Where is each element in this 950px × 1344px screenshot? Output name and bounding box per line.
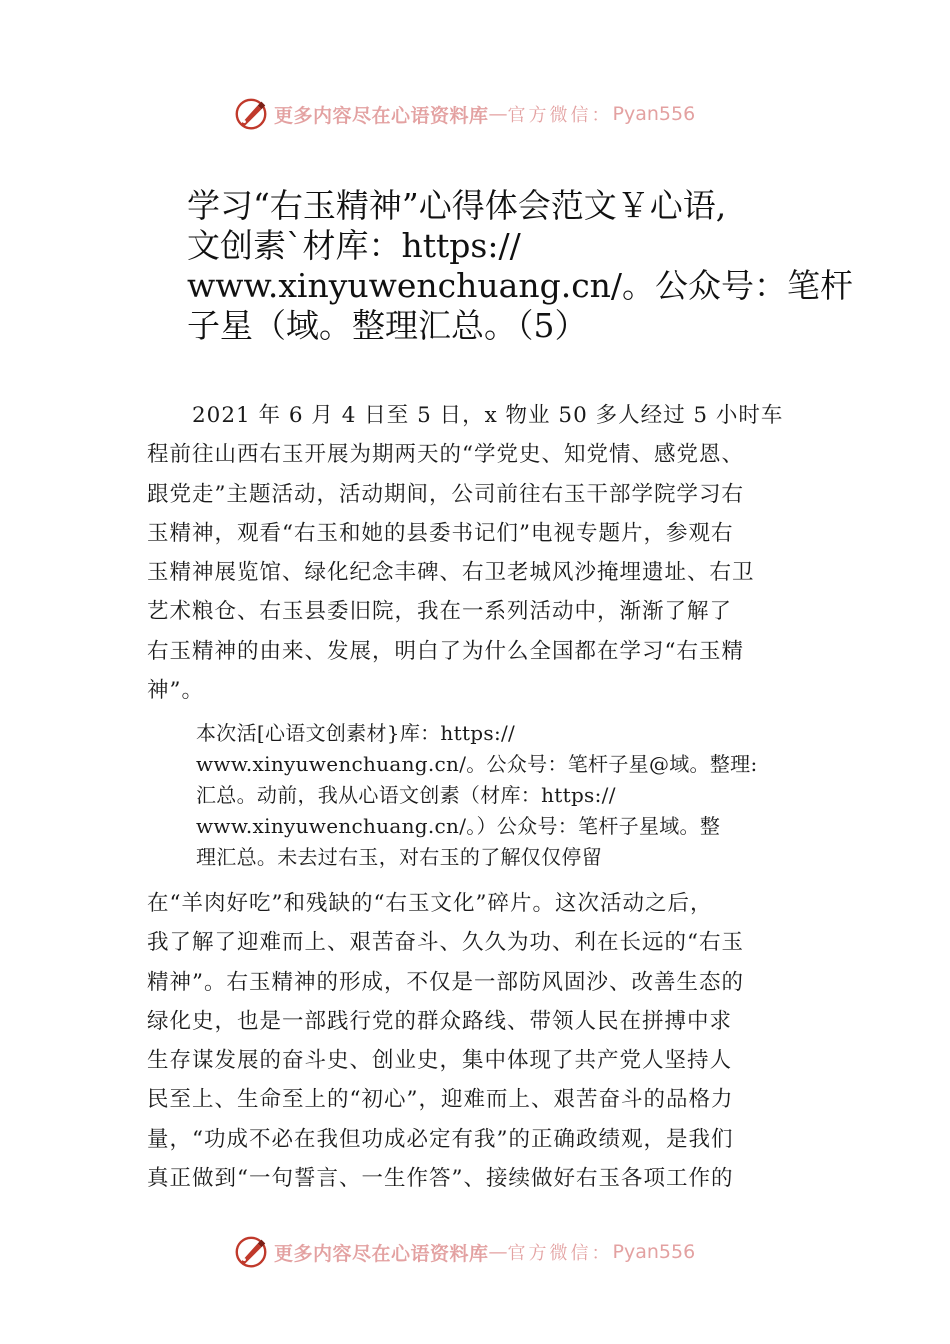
document-title — [187, 186, 854, 346]
text-line: 2021 年 6 月 4 日至 5 日，x 物业 50 多人经过 5 小时车 — [147, 403, 784, 428]
footer-banner — [232, 1232, 695, 1272]
text-line: 在“羊肉好吃”和残缺的“右玉文化”碎片。这次活动之后， — [147, 891, 713, 916]
banner-dash: — — [488, 1241, 508, 1263]
text-line: 绿化史，也是一部践行党的群众路线、带领人民在拼搏中求 — [147, 1008, 733, 1034]
paragraph-1 — [147, 396, 827, 710]
title-line: 学习“右玉精神”心得体会范文￥心语, — [187, 186, 727, 225]
text-line: 汇总。动前，我从心语文创素（材库：https:// — [196, 783, 616, 807]
pen-logo-icon — [232, 95, 270, 133]
text-line: 真正做到“一句誓言、一生作答”、接续做好右玉各项工作的 — [147, 1166, 734, 1192]
title-line: 文创素`材库：https:// — [187, 226, 521, 265]
banner-wechat-label: 官方微信： — [507, 105, 613, 126]
pen-logo-icon — [232, 1233, 270, 1271]
banner-wechat-label: 官方微信： — [507, 1243, 613, 1264]
title-line: 子星（域。整理汇总。（5） — [187, 306, 588, 345]
header-banner — [232, 94, 695, 134]
banner-wechat-id: Pyan556 — [612, 103, 696, 125]
text-line: 精神”。右玉精神的形成，不仅是一部防风固沙、改善生态的 — [147, 969, 744, 995]
text-line: 跟党走”主题活动，活动期间，公司前往右玉干部学院学习右 — [147, 481, 744, 507]
title-line: www.xinyuwenchuang.cn/。公众号：笔杆 — [187, 266, 854, 305]
text-line: 玉精神，观看“右玉和她的县委书记们”电视专题片，参观右 — [147, 520, 734, 546]
paragraph-3 — [147, 884, 827, 1198]
banner-dash: — — [488, 103, 508, 125]
text-line: 程前往山西右玉开展为期两天的“学党史、知党情、感党恩、 — [147, 442, 744, 468]
text-line: www.xinyuwenchuang.cn/。公众号：笔杆子星@域。整理: — [196, 752, 758, 776]
banner-text: 更多内容尽在心语资料库 — [274, 104, 489, 127]
text-line: 玉精神展览馆、绿化纪念丰碑、右卫老城风沙掩埋遗址、右卫 — [147, 560, 755, 586]
text-line: 理汇总。未去过右玉，对右玉的了解仅仅停留 — [196, 845, 602, 869]
text-line: 神”。 — [147, 678, 204, 704]
banner-text: 更多内容尽在心语资料库 — [274, 1242, 489, 1265]
text-line: 民至上、生命至上的“初心”，迎难而上、艰苦奋斗的品格力 — [147, 1087, 734, 1113]
banner-wechat-id: Pyan556 — [612, 1241, 696, 1263]
text-line: 量，“功成不必在我但功成必定有我”的正确政绩观，是我们 — [147, 1126, 734, 1152]
text-line: 右玉精神的由来、发展，明白了为什么全国都在学习“右玉精 — [147, 638, 744, 664]
text-line: 本次活[心语文创素材}库：https:// — [196, 721, 516, 745]
text-line: 我了解了迎难而上、艰苦奋斗、久久为功、利在长远的“右玉 — [147, 930, 744, 956]
paragraph-2 — [196, 718, 846, 873]
text-line: www.xinyuwenchuang.cn/。）公众号：笔杆子星域。整 — [196, 814, 721, 838]
text-line: 生存谋发展的奋斗史、创业史，集中体现了共产党人坚持人 — [147, 1048, 733, 1074]
text-line: 艺术粮仓、右玉县委旧院，我在一系列活动中，渐渐了解了 — [147, 599, 733, 625]
